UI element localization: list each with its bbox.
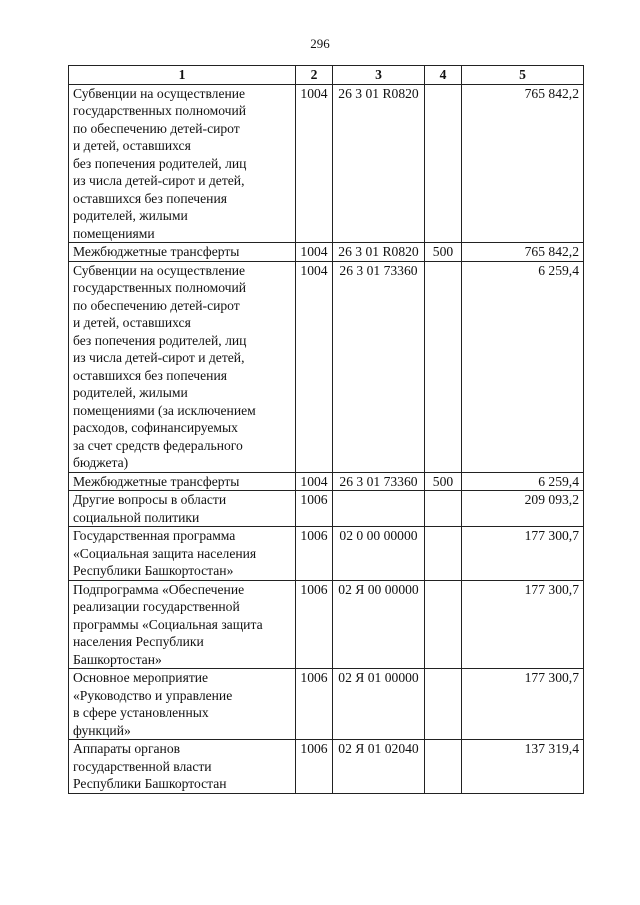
row-section-cell: 1006 — [296, 669, 333, 740]
column-header-target: 3 — [333, 66, 425, 85]
row-section-cell: 1006 — [296, 491, 333, 527]
row-target-cell: 26 3 01 R0820 — [333, 243, 425, 262]
table-header-row — [69, 66, 584, 85]
row-amount-cell: 765 842,2 — [462, 243, 584, 262]
column-header-name: 1 — [69, 66, 296, 85]
row-name-cell: Подпрограмма «Обеспечение реализации государственной программы «Социальная защита населения Республики Башкортостан» — [69, 580, 296, 669]
row-name-cell: Другие вопросы в области социальной политики — [69, 491, 296, 527]
row-amount-cell: 177 300,7 — [462, 527, 584, 581]
row-type-cell — [425, 261, 462, 472]
table-row — [69, 243, 584, 262]
column-header-section: 2 — [296, 66, 333, 85]
column-header-amount: 5 — [462, 66, 584, 85]
row-name-cell: Субвенции на осуществление государственных полномочий по обеспечению детей-сирот и детей, оставшихся без попечения родителей, лиц из числа детей-сирот и детей, оставшихся без попечения родителей, жилыми помещениями (за исключением расходов, софинансируемых за счет средств федерального бюджета) — [69, 261, 296, 472]
row-amount-cell: 209 093,2 — [462, 491, 584, 527]
row-section-cell: 1004 — [296, 472, 333, 491]
row-name-cell: Государственная программа «Социальная защита населения Республики Башкортостан» — [69, 527, 296, 581]
row-target-cell — [333, 491, 425, 527]
table-row — [69, 261, 584, 472]
table-row — [69, 580, 584, 669]
row-section-cell: 1006 — [296, 580, 333, 669]
row-name-cell: Аппараты органов государственной власти Республики Башкортостан — [69, 740, 296, 794]
row-name-cell: Межбюджетные трансферты — [69, 243, 296, 262]
row-amount-cell: 137 319,4 — [462, 740, 584, 794]
row-type-cell — [425, 580, 462, 669]
row-type-cell — [425, 491, 462, 527]
row-target-cell: 02 Я 01 00000 — [333, 669, 425, 740]
budget-table — [68, 65, 584, 794]
row-type-cell: 500 — [425, 243, 462, 262]
column-header-type: 4 — [425, 66, 462, 85]
row-name-cell: Субвенции на осуществление государственных полномочий по обеспечению детей-сирот и детей, оставшихся без попечения родителей, лиц из числа детей-сирот и детей, оставшихся без попечения родителей, жилыми помещениями — [69, 84, 296, 243]
row-amount-cell: 177 300,7 — [462, 669, 584, 740]
row-target-cell: 26 3 01 73360 — [333, 472, 425, 491]
table-row — [69, 84, 584, 243]
row-target-cell: 02 Я 00 00000 — [333, 580, 425, 669]
row-type-cell — [425, 84, 462, 243]
row-amount-cell: 177 300,7 — [462, 580, 584, 669]
row-type-cell — [425, 527, 462, 581]
row-section-cell: 1006 — [296, 740, 333, 794]
row-amount-cell: 6 259,4 — [462, 261, 584, 472]
row-name-cell: Межбюджетные трансферты — [69, 472, 296, 491]
row-target-cell: 02 Я 01 02040 — [333, 740, 425, 794]
row-type-cell — [425, 740, 462, 794]
row-section-cell: 1006 — [296, 527, 333, 581]
row-target-cell: 02 0 00 00000 — [333, 527, 425, 581]
table-row — [69, 740, 584, 794]
row-target-cell: 26 3 01 R0820 — [333, 84, 425, 243]
table-row — [69, 491, 584, 527]
table-row — [69, 527, 584, 581]
row-target-cell: 26 3 01 73360 — [333, 261, 425, 472]
row-section-cell: 1004 — [296, 84, 333, 243]
table-row — [69, 669, 584, 740]
row-type-cell — [425, 669, 462, 740]
row-section-cell: 1004 — [296, 243, 333, 262]
row-amount-cell: 6 259,4 — [462, 472, 584, 491]
table-row — [69, 472, 584, 491]
row-section-cell: 1004 — [296, 261, 333, 472]
row-amount-cell: 765 842,2 — [462, 84, 584, 243]
row-type-cell: 500 — [425, 472, 462, 491]
row-name-cell: Основное мероприятие «Руководство и управление в сфере установленных функций» — [69, 669, 296, 740]
page-number: 296 — [310, 36, 330, 51]
